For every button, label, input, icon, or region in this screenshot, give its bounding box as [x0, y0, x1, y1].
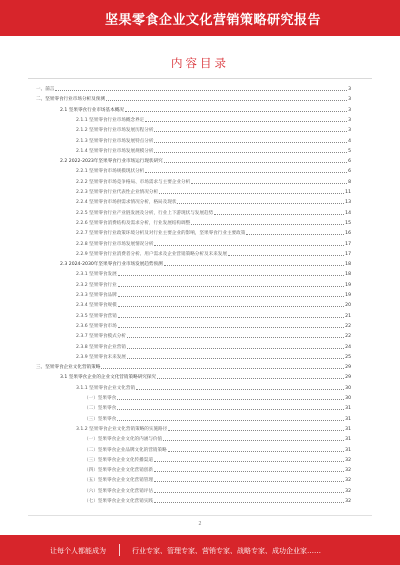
toc-row-leader: [55, 90, 347, 91]
toc-row-label: 2.1.1 坚果零食行业市场概念界定: [76, 117, 145, 123]
toc-row-leader: [154, 142, 347, 143]
toc-row[interactable]: [60, 373, 351, 380]
toc-row-label: 2.1.2 坚果零食行业市场发展历程分析: [76, 128, 154, 134]
toc-row-leader: [127, 348, 344, 349]
toc-row-leader: [159, 193, 344, 194]
toc-row[interactable]: [36, 363, 351, 370]
toc-row[interactable]: [36, 85, 351, 92]
toc-row-leader: [177, 203, 344, 204]
toc-row-label: 2.2.3 坚果零食行业代表性企业情况分析: [76, 190, 159, 195]
toc-row-label: 2.2.6 坚果零食消费结构及需求分析，行业发展结构调整: [76, 220, 191, 226]
toc-row-page: 3: [348, 117, 351, 123]
toc-row-page: 31: [345, 447, 351, 453]
toc-row-leader: [117, 409, 344, 410]
toc-row-page: 31: [345, 406, 351, 412]
footer-slogan: 让每个人都能成为: [50, 547, 106, 555]
toc-row-leader: [157, 378, 344, 379]
toc-row-leader: [118, 275, 344, 276]
toc-row[interactable]: [84, 415, 351, 422]
toc-row-label: 2.2.8 坚果零食行业市场发展情况分析: [76, 241, 154, 247]
toc-row-leader: [154, 502, 344, 503]
toc-row-page: 3: [348, 107, 351, 113]
toc-row-page: 15: [345, 220, 351, 226]
toc-row-label: （一）坚果零食企业文化的内涵与价值: [84, 437, 163, 443]
toc-row-label: 2.1 坚果零食行业市场基本概况: [60, 107, 124, 113]
toc-row[interactable]: [76, 240, 351, 247]
toc-row[interactable]: [76, 343, 351, 350]
toc-row-label: 2.2 2022-2023年坚果零食行业市场运行现状研究: [60, 159, 163, 165]
toc-row-leader: [101, 368, 344, 369]
toc-row-label: （四）坚果零食企业文化营销创新: [84, 468, 153, 474]
toc-row-page: 3: [348, 128, 351, 134]
toc-row-leader: [145, 121, 347, 122]
toc-row-page: 18: [345, 262, 351, 268]
toc-row-label: 二、坚果零食行业市场分析及预测: [36, 97, 105, 103]
toc-row[interactable]: [36, 95, 351, 102]
toc-row-page: 25: [345, 354, 351, 360]
toc-row-page: 6: [348, 159, 351, 165]
toc-row-leader: [163, 440, 344, 441]
toc-row-label: 2.3.9 坚果零食未来发展: [76, 354, 126, 360]
toc-row-leader: [154, 131, 347, 132]
toc-row[interactable]: [76, 301, 351, 308]
toc-row-label: 2.3.8 坚果零食企业营销: [76, 344, 126, 350]
toc-row-label: 2.3.7 坚果零食模式分析: [76, 334, 126, 340]
toc-row-page: 11: [345, 190, 351, 195]
toc-row-page: 18: [345, 272, 351, 278]
toc-row[interactable]: [84, 456, 351, 463]
toc-row[interactable]: [76, 281, 351, 288]
toc-row-label: 2.1.3 坚果零食行业市场发展特点分析: [76, 138, 154, 144]
footer-divider: [28, 515, 372, 516]
toc-row-page: 5: [348, 148, 351, 154]
toc-row-label: 3.1.1 坚果零食企业文化营销: [76, 385, 136, 391]
toc-row-leader: [118, 296, 344, 297]
toc-row[interactable]: [84, 446, 351, 453]
toc-row[interactable]: [76, 322, 351, 329]
toc-row-leader: [191, 183, 347, 184]
toc-row-label: 2.3.2 坚果零食行业: [76, 282, 117, 288]
toc-row-leader: [246, 234, 344, 235]
toc-row-leader: [117, 399, 344, 400]
toc-row[interactable]: [76, 147, 351, 154]
toc-row-page: 31: [345, 437, 351, 443]
toc-row[interactable]: [84, 497, 351, 504]
toc-row-page: 32: [345, 468, 351, 474]
toc-row-leader: [154, 492, 344, 493]
toc-row-label: （一）坚果零食: [84, 396, 117, 401]
toc-row[interactable]: [60, 260, 351, 267]
toc-row-leader: [136, 389, 344, 390]
toc-row-page: 22: [345, 323, 351, 329]
toc-row-leader: [127, 337, 344, 338]
toc-row-leader: [164, 265, 344, 266]
toc-row[interactable]: [60, 157, 351, 164]
toc-row-page: 30: [345, 385, 351, 391]
toc-row[interactable]: [76, 312, 351, 319]
toc-row-label: 2.3.5 坚果零食营销: [76, 313, 117, 319]
toc-row[interactable]: [76, 178, 351, 185]
toc-heading: 内容目录: [171, 56, 229, 70]
toc-row-leader: [125, 111, 347, 112]
toc-row-label: 2.3.3 坚果零食品牌: [76, 293, 117, 298]
toc-row-page: 32: [345, 499, 351, 504]
toc-row-page: 20: [345, 303, 351, 309]
toc-row[interactable]: [84, 487, 351, 494]
toc-row-page: 32: [345, 457, 351, 463]
toc-row[interactable]: [84, 435, 351, 442]
toc-row-page: 17: [345, 251, 351, 257]
footer-roles: 行业专家、管理专家、营销专家、战略专家、成功企业家……: [132, 547, 321, 555]
toc-row-label: （六）坚果零食企业文化营销评估: [84, 488, 153, 494]
toc-row-leader: [191, 224, 344, 225]
footer-banner: [0, 535, 400, 565]
toc-row-label: （三）坚果零食: [84, 416, 117, 422]
toc-row-label: 3.1.2 坚果零食企业文化营销策略的实施路径: [76, 426, 168, 432]
toc-row[interactable]: [84, 394, 351, 401]
toc-row[interactable]: [76, 270, 351, 277]
toc-row[interactable]: [84, 404, 351, 411]
toc-row-page: 21: [345, 313, 351, 319]
toc-row-page: 19: [345, 282, 351, 288]
toc-row[interactable]: [76, 116, 351, 123]
toc-row-leader: [168, 451, 344, 452]
toc-row-leader: [154, 245, 344, 246]
heading-divider: [28, 78, 372, 79]
toc-row-label: 2.3.4 坚果零食规模: [76, 303, 117, 309]
toc-row[interactable]: [76, 209, 351, 216]
toc-row[interactable]: [84, 476, 351, 483]
toc-row[interactable]: [76, 198, 351, 205]
report-title: 坚果零食企业文化营销策略研究报告: [105, 13, 322, 28]
toc-row-leader: [168, 430, 344, 431]
report-header: [0, 0, 400, 36]
toc-row[interactable]: [76, 229, 351, 236]
toc-row-page: 32: [345, 488, 351, 494]
toc-row-page: 16: [345, 231, 351, 237]
toc-row[interactable]: [76, 250, 351, 257]
toc-row-label: 2.3.1 坚果零食发展: [76, 272, 117, 278]
toc-row-page: 30: [345, 396, 351, 401]
toc-row-page: 6: [348, 169, 351, 175]
toc-row-leader: [145, 172, 347, 173]
toc-row[interactable]: [76, 353, 351, 360]
toc-row-page: 3: [348, 87, 351, 92]
toc-row-label: 2.3 2024-2030年坚果零食行业市场发展趋势预测: [60, 262, 163, 268]
toc-row[interactable]: [76, 219, 351, 226]
toc-row-label: 三、坚果零食企业文化营销策略: [36, 365, 101, 371]
toc-row-leader: [154, 152, 347, 153]
toc-row-label: （二）坚果零食企业品牌文化的营销策略: [84, 447, 167, 453]
toc-row[interactable]: [76, 126, 351, 133]
toc-row-label: 2.2.4 坚果零食市场供需求情况分析，格局及现状: [76, 200, 177, 206]
toc-row[interactable]: [76, 384, 351, 391]
toc-row-label: 2.2.1 坚果零食市场规模现状分析: [76, 169, 145, 175]
toc-row-leader: [154, 471, 344, 472]
toc-row-page: 13: [345, 200, 351, 206]
toc-row-leader: [154, 461, 344, 462]
toc-row-label: （三）坚果零食企业文化传播渠道: [84, 457, 153, 463]
toc-row-page: 31: [345, 416, 351, 422]
toc-row[interactable]: [60, 106, 351, 113]
toc-row-page: 29: [345, 365, 351, 371]
toc-row-leader: [154, 481, 344, 482]
toc-row-label: （七）坚果零食企业文化营销实践: [84, 499, 153, 504]
toc-row-page: 4: [348, 138, 351, 144]
toc-row[interactable]: [76, 137, 351, 144]
toc-row[interactable]: [76, 167, 351, 174]
toc-row[interactable]: [76, 188, 351, 195]
toc-row-page: 22: [345, 334, 351, 340]
toc-row-label: 2.2.9 坚果零食行业消费者分析、用户需求及企业营销策略分析及未来发展: [76, 251, 227, 257]
toc-row-page: 19: [345, 293, 351, 298]
toc-row-leader: [214, 214, 344, 215]
toc-row-leader: [118, 317, 344, 318]
toc-row-leader: [228, 255, 344, 256]
toc-row-page: 3: [348, 97, 351, 103]
toc-row-leader: [118, 286, 344, 287]
toc-row-label: 2.2.5 坚果零食行业产业链发展及分析，行业上下游现状与发展趋势: [76, 210, 214, 216]
toc-row-leader: [127, 358, 344, 359]
toc-row-page: 24: [345, 344, 351, 350]
toc-row[interactable]: [76, 291, 351, 298]
toc-row-leader: [117, 420, 344, 421]
toc-row-leader: [118, 327, 344, 328]
toc-row-leader: [164, 162, 347, 163]
toc-row[interactable]: [84, 466, 351, 473]
toc-row[interactable]: [76, 332, 351, 339]
toc-row[interactable]: [76, 425, 351, 432]
toc-row-page: 32: [345, 478, 351, 484]
toc-row-label: 2.3.6 坚果零食市场: [76, 323, 117, 329]
toc-row-page: 29: [345, 375, 351, 381]
toc-row-label: 2.2.7 坚果零食行业政策环境分析及对行业主要企业的影响，坚果零食行业主要政策: [76, 231, 246, 237]
toc-row-page: 14: [345, 210, 351, 216]
toc-row-label: 一、前言: [36, 87, 55, 92]
toc-row-page: 31: [345, 426, 351, 432]
page-number: 2: [198, 521, 202, 527]
footer-separator: [119, 544, 120, 556]
toc-row-label: （二）坚果零食: [84, 406, 117, 412]
toc-row-label: 2.2.2 坚果零食市场竞争格局、市场需求与主要企业分析: [76, 179, 191, 185]
toc-row-label: 3.1 坚果零食企业的企业文化营销策略研究探究: [60, 375, 157, 381]
toc-row-page: 17: [345, 241, 351, 247]
toc-row-label: 2.1.4 坚果零食行业市场发展规模分析: [76, 148, 154, 154]
toc-row-page: 8: [348, 179, 351, 185]
toc-row-leader: [118, 306, 344, 307]
toc-row-label: （五）坚果零食企业文化营销管理: [84, 478, 153, 484]
toc-row-leader: [106, 100, 347, 101]
